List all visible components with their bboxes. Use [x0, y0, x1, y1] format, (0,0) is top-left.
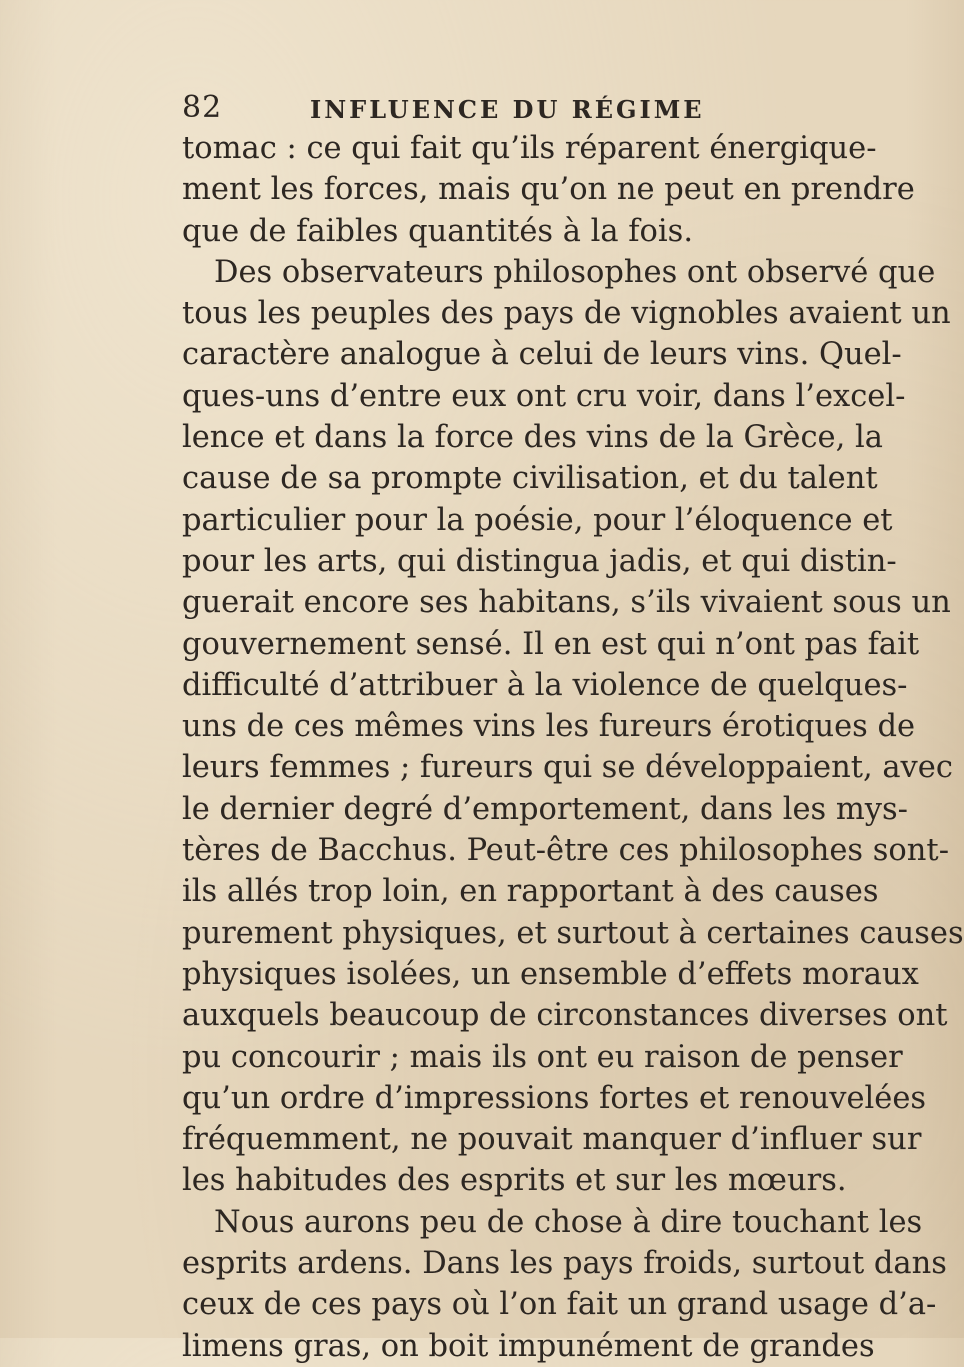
text-line: fréquemment, ne pouvait manquer d’influer sur — [182, 1122, 922, 1158]
page-number: 82 — [182, 90, 223, 125]
text-line: purement physiques, et surtout à certaines causes — [182, 915, 964, 951]
text-line: auxquels beaucoup de circonstances diverses ont — [182, 998, 948, 1034]
text-line: caractère analogue à celui de leurs vins. Quel- — [182, 337, 902, 373]
text-line: qu’un ordre d’impressions fortes et renouvelées — [182, 1080, 927, 1116]
text-line: uns de ces mêmes vins les fureurs érotiques de — [182, 709, 916, 745]
body-text — [182, 128, 964, 1367]
text-line: esprits ardens. Dans les pays froids, surtout dans — [182, 1246, 947, 1282]
text-line: limens gras, on boit impunément de grandes — [182, 1328, 875, 1364]
text-line: Des observateurs philosophes ont observé que — [214, 254, 936, 290]
text-line: le dernier degré d’emportement, dans les mys- — [182, 791, 908, 827]
text-line: pour les arts, qui distingua jadis, et qui distin- — [182, 543, 897, 579]
running-title: INFLUENCE DU RÉGIME — [310, 95, 705, 124]
text-line: leurs femmes ; fureurs qui se développaient, avec — [182, 750, 953, 786]
text-line: guerait encore ses habitans, s’ils vivaient sous un — [182, 585, 951, 621]
text-line: que de faibles quantités à la fois. — [182, 213, 694, 249]
text-line: pu concourir ; mais ils ont eu raison de penser — [182, 1039, 903, 1075]
text-line: tères de Bacchus. Peut-être ces philosophes sont- — [182, 833, 949, 869]
text-line: ment les forces, mais qu’on ne peut en prendre — [182, 172, 915, 208]
text-line: particulier pour la poésie, pour l’éloquence et — [182, 502, 893, 538]
text-line: cause de sa prompte civilisation, et du talent — [182, 461, 878, 497]
text-line: physiques isolées, un ensemble d’effets moraux — [182, 956, 919, 992]
running-head — [182, 88, 762, 128]
text-line: ceux de ces pays où l’on fait un grand usage d’a- — [182, 1287, 937, 1323]
text-line: tous les peuples des pays de vignobles avaient un — [182, 296, 951, 332]
text-line: les habitudes des esprits et sur les mœurs. — [182, 1163, 847, 1199]
text-line: ques-uns d’entre eux ont cru voir, dans l’excel- — [182, 378, 906, 414]
text-line: Nous aurons peu de chose à dire touchant les — [214, 1204, 923, 1240]
text-line: ils allés trop loin, en rapportant à des causes — [182, 874, 879, 910]
text-line: gouvernement sensé. Il en est qui n’ont pas fait — [182, 626, 920, 662]
text-line: difficulté d’attribuer à la violence de quelques- — [182, 667, 908, 703]
text-line: lence et dans la force des vins de la Grèce, la — [182, 420, 883, 456]
text-line: tomac : ce qui fait qu’ils réparent énergique- — [182, 131, 877, 166]
